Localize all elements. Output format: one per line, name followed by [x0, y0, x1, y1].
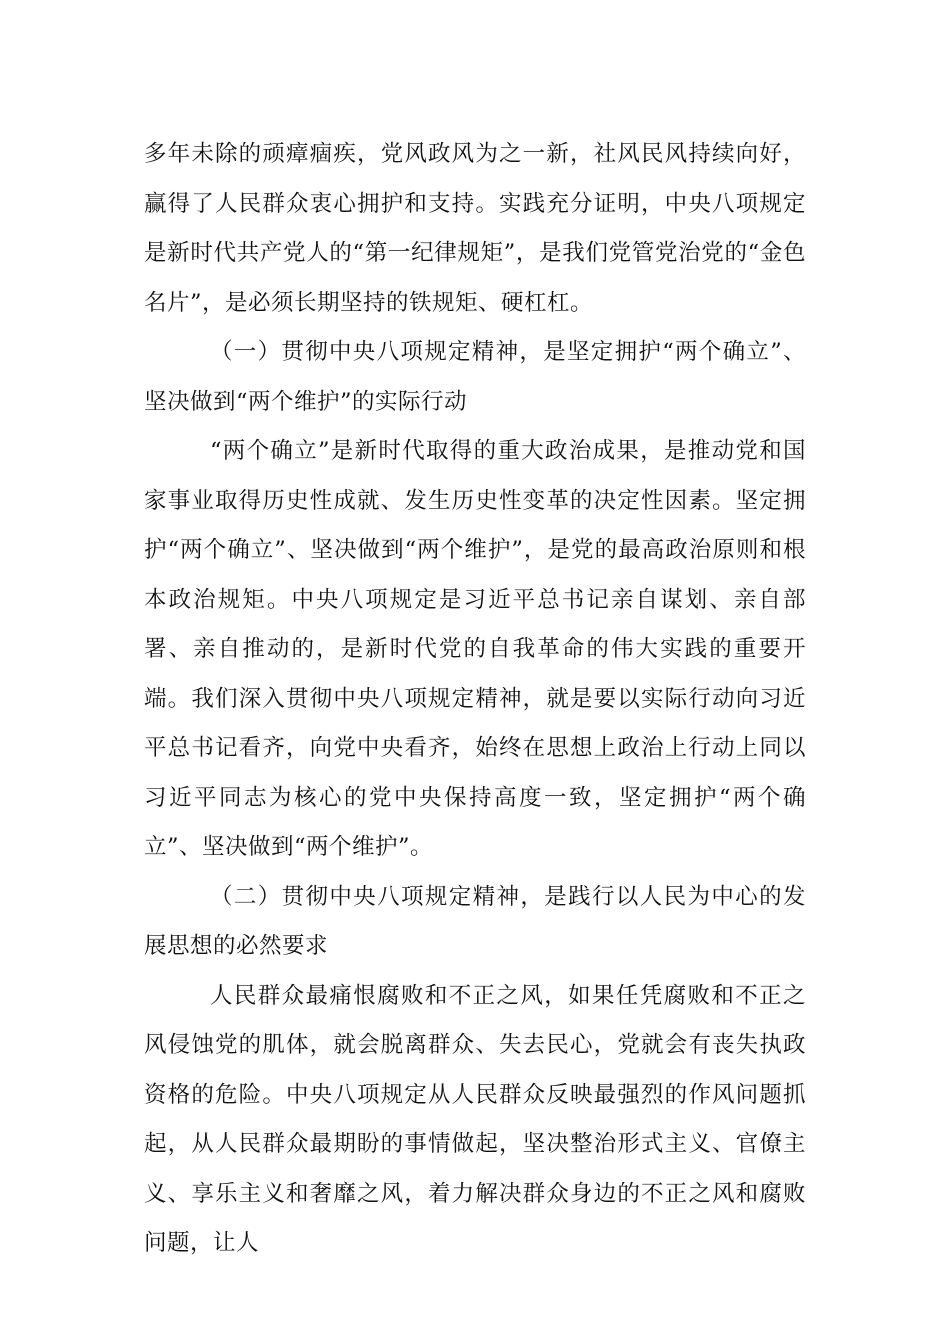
document-body [144, 130, 806, 1269]
paragraph-people-centered: 人民群众最痛恨腐败和不正之风，如果任凭腐败和不正之风侵蚀党的肌体，就会脱离群众、失去民心，党就会有丧失执政资格的危险。中央八项规定从人民群众反映最强烈的作风问题抓起，从人民群众最期盼的事情做起，坚决整治形式主义、官僚主义、享乐主义和奢靡之风，着力解决群众身边的不正之风和腐败问题，让人 [144, 982, 806, 1256]
section-heading-two: （二）贯彻中央八项规定精神，是践行以人民为中心的发展思想的必然要求 [144, 883, 806, 959]
paragraph-two-establishments: “两个确立”是新时代取得的重大政治成果，是推动党和国家事业取得历史性成就、发生历史性变革的决定性因素。坚定拥护“两个确立”、坚决做到“两个维护”，是党的最高政治原则和根本政治规矩。中央八项规定是习近平总书记亲自谋划、亲自部署、亲自推动的，是新时代党的自我革命的伟大实践的重要开端。我们深入贯彻中央八项规定精神，就是要以实际行动向习近平总书记看齐，向党中央看齐，始终在思想上政治上行动上同以习近平同志为核心的党中央保持高度一致，坚定拥护“两个确立”、坚决做到“两个维护”。 [144, 438, 806, 860]
section-heading-one: （一）贯彻中央八项规定精神，是坚定拥护“两个确立”、坚决做到“两个维护”的实际行动 [144, 339, 806, 415]
paragraph-continuation: 多年未除的顽瘴痼疾，党风政风为之一新，社风民风持续向好，赢得了人民群众衷心拥护和支持。实践充分证明，中央八项规定是新时代共产党人的“第一纪律规矩”，是我们党管党治党的“金色名片”，是必须长期坚持的铁规矩、硬杠杠。 [144, 141, 806, 316]
